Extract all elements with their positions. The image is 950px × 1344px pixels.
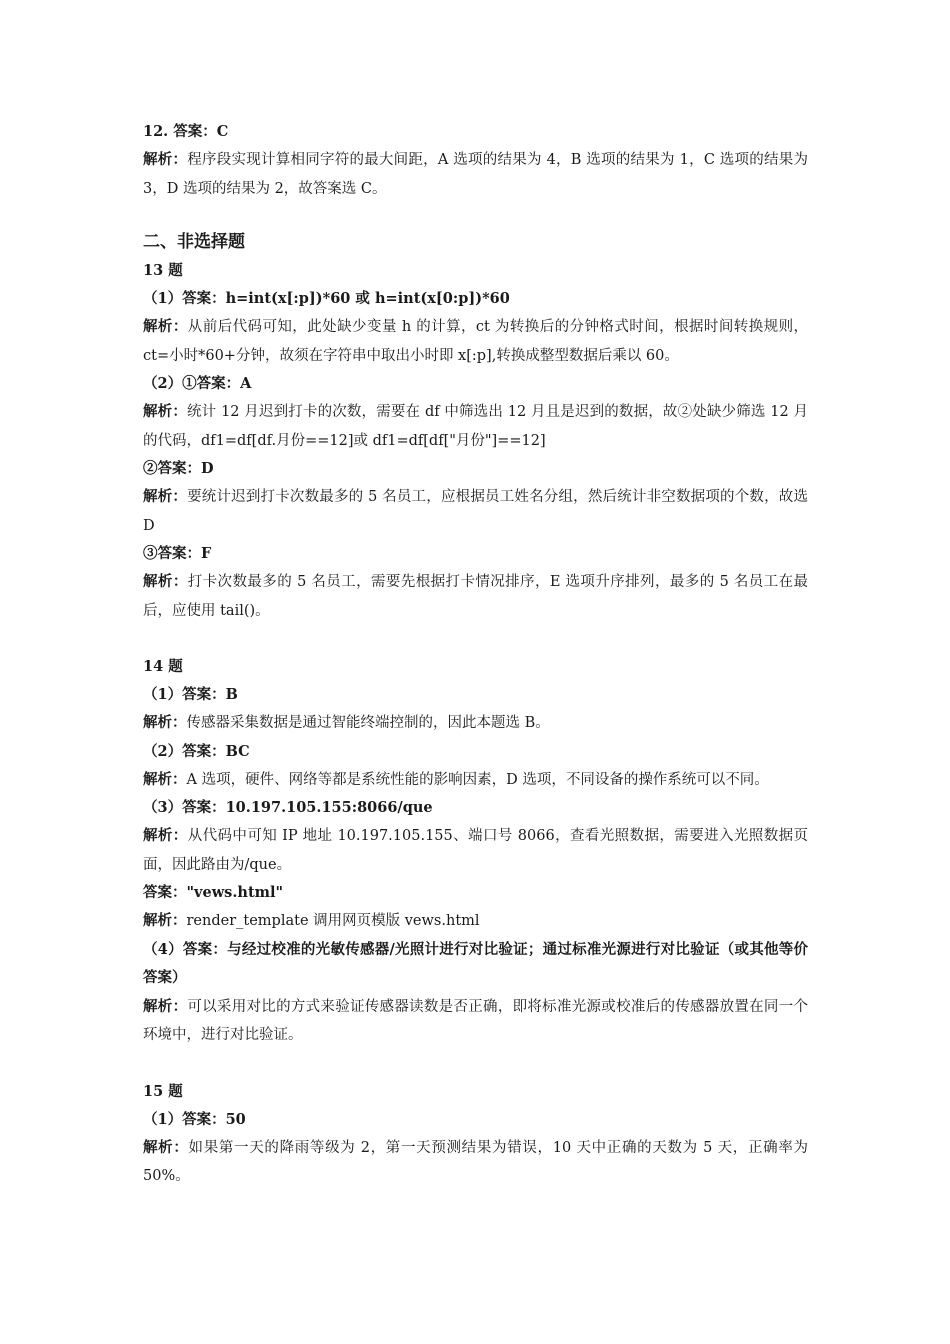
analysis-text: 从前后代码可知，此处缺少变量 h 的计算，ct 为转换后的分钟格式时间，根据时间转换规则，ct=小时*60+分钟，故须在字符串中取出小时即 x[:p],转换成整型数据后乘以 60。 <box>143 319 808 364</box>
q15-title: 15 题 <box>143 1082 183 1100</box>
q14-p3-analysis <box>143 822 808 879</box>
q14-title: 14 题 <box>143 658 183 675</box>
analysis-text: 程序段实现计算相同字符的最大间距，A 选项的结果为 4，B 选项的结果为 1，C 选项的结果为 3，D 选项的结果为 2，故答案选 C。 <box>143 152 809 197</box>
q14-p3b-answer: 答案："vews.html" <box>143 884 284 901</box>
q13-p1-analysis <box>143 313 808 370</box>
spacer <box>143 625 808 653</box>
analysis-text: A 选项，硬件、网络等都是系统性能的影响因素，D 选项，不同设备的操作系统可以不同。 <box>186 771 769 788</box>
analysis-text: 从代码中可知 IP 地址 10.197.105.155、端口号 8066，查看光照数据，需要进入光照数据页面，因此路由为/que。 <box>143 828 808 873</box>
q13-p2c-analysis <box>143 568 808 625</box>
q13-title: 13 题 <box>143 262 183 279</box>
answer-document <box>143 118 808 1191</box>
analysis-label: 解析： <box>143 714 187 731</box>
q15-p1-answer: （1）答案：50 <box>143 1110 246 1128</box>
analysis-label: 解析： <box>143 912 187 929</box>
analysis-label: 解析： <box>143 997 188 1015</box>
q12-answer: 12. 答案：C <box>143 123 229 140</box>
q14-p1-answer: （1）答案：B <box>143 686 238 703</box>
q13-p2b-answer: ②答案：D <box>143 460 214 477</box>
q14-p4-analysis <box>143 993 808 1050</box>
analysis-text: 打卡次数最多的 5 名员工，需要先根据打卡情况排序，E 选项升序排列，最多的 5 名员工在最后，应使用 tail()。 <box>143 574 809 619</box>
q13-p2b-analysis <box>143 483 808 540</box>
q14-p1-analysis <box>143 709 808 738</box>
q13-p2-analysis <box>143 398 808 455</box>
analysis-text: 如果第一天的降雨等级为 2，第一天预测结果为错误，10 天中正确的天数为 5 天，正确率为 50%。 <box>143 1139 808 1184</box>
analysis-label: 解析： <box>143 403 187 420</box>
analysis-text: 传感器采集数据是通过智能终端控制的，因此本题选 B。 <box>186 715 550 731</box>
analysis-label: 解析： <box>143 488 188 505</box>
analysis-label: 解析： <box>143 827 188 844</box>
q14-p3-answer: （3）答案：10.197.105.155:8066/que <box>143 799 433 816</box>
q13-p1-answer: （1）答案：h=int(x[:p])*60 或 h=int(x[0:p])*60 <box>143 290 510 307</box>
q14-p4-answer: （4）答案：与经过校准的光敏传感器/光照计进行对比验证；通过标准光源进行对比验证（或其他等价答案） <box>143 940 808 986</box>
analysis-text: 要统计迟到打卡次数最多的 5 名员工，应根据员工姓名分组，然后统计非空数据项的个数，故选 D <box>143 489 808 534</box>
analysis-label: 解析： <box>143 151 188 168</box>
section-title: 二、非选择题 <box>143 232 245 252</box>
q14-p2-answer: （2）答案：BC <box>143 742 250 760</box>
q12-analysis <box>143 146 808 203</box>
q13-p2c-answer: ③答案：F <box>143 545 212 562</box>
analysis-label: 解析： <box>143 318 188 335</box>
q13-p2-answer: （2）①答案：A <box>143 375 252 392</box>
analysis-label: 解析： <box>143 573 188 590</box>
q14-p3b-analysis <box>143 907 808 936</box>
analysis-text: 统计 12 月迟到打卡的次数，需要在 df 中筛选出 12 月且是迟到的数据，故②处缺少筛选 12 月的代码，df1=df[df.月份==12]或 df1=df[df["月份"]==12] <box>143 404 809 449</box>
spacer <box>143 1050 808 1078</box>
analysis-label: 解析： <box>143 770 187 788</box>
analysis-text: render_template 调用网页模版 vews.html <box>186 913 480 929</box>
analysis-text: 可以采用对比的方式来验证传感器读数是否正确，即将标准光源或校准后的传感器放置在同一个环境中，进行对比验证。 <box>143 998 809 1043</box>
q15-p1-analysis <box>143 1134 808 1191</box>
q14-p2-analysis <box>143 766 808 795</box>
analysis-label: 解析： <box>143 1138 189 1156</box>
